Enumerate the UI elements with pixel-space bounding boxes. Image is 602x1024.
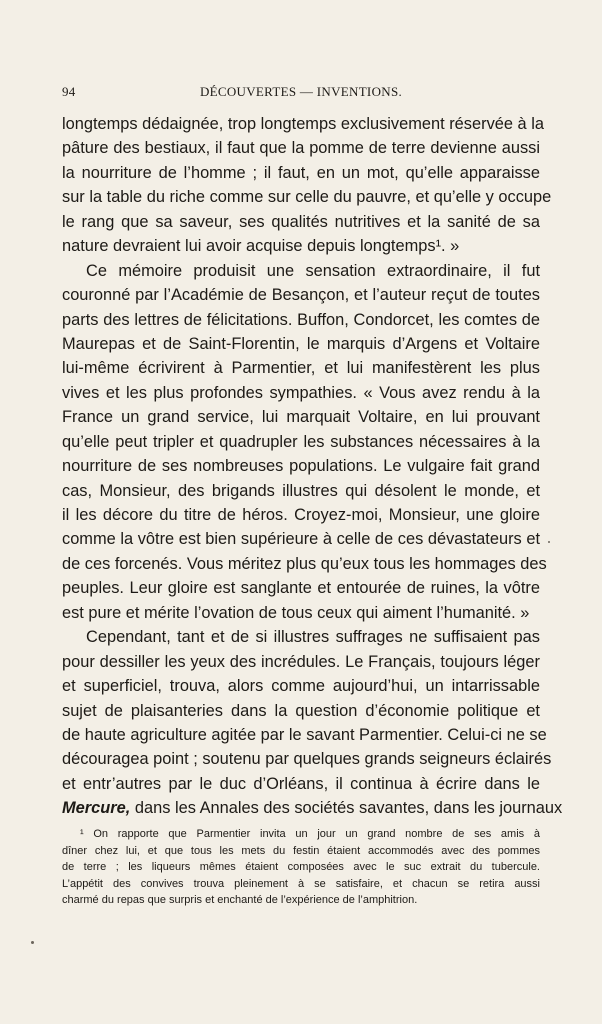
page-header [62, 84, 540, 104]
text-line: Cependant, tant et de si illustres suffrages ne suffisaient pas [86, 628, 540, 647]
text-line: sur la table du riche comme sur celle du pauvre, et qu’elle y occupe [62, 188, 552, 207]
text-line-last [62, 796, 563, 820]
text-line: le rang que sa saveur, ses qualités nutritives et la sanité de sa [62, 212, 540, 231]
text-line: et entr’autres par le duc d’Orléans, il continua à écrire dans le [62, 774, 540, 793]
text-line: de haute agriculture agitée par le savant Parmentier. Celui-ci ne se [62, 725, 547, 744]
text-line: parts des lettres de félicitations. Buffon, Condorcet, les comtes de [62, 310, 540, 329]
text-line-rest: dans les Annales des sociétés savantes, dans les journaux [130, 799, 563, 818]
paper-speck [31, 941, 34, 944]
text-line: pour dessiller les yeux des incrédules. Le Français, toujours léger [62, 652, 540, 671]
footnote-line: ¹ On rapporte que Parmentier invita un jour un grand nombre de ses amis à [80, 828, 540, 840]
text-line: vives et les plus profondes sympathies. « Vous avez rendu à la [62, 383, 540, 402]
footnote [62, 826, 540, 909]
text-line: lui-même écrivirent à Parmentier, et lui manifestèrent les plus [62, 359, 540, 378]
text-line: pâture des bestiaux, il faut que la pomme de terre devienne aussi [62, 139, 540, 158]
text-line: qu’elle peut tripler et quadrupler les substances nécessaires à la [62, 432, 540, 451]
footnote-line: de terre ; les liqueurs mêmes étaient composées avec le suc extrait du tubercule. [62, 861, 540, 874]
text-line: découragea point ; soutenu par quelques grands seigneurs éclairés [62, 750, 552, 769]
text-line: couronné par l’Académie de Besançon, et l’auteur reçut de toutes [62, 286, 540, 305]
footnote-line: charmé du repas que surpris et enchanté de l’expérience de l’amphitrion. [62, 894, 418, 907]
text-line: nature devraient lui avoir acquise depuis longtemps¹. » [62, 237, 460, 256]
text-line: il les décore du titre de héros. Croyez-moi, Monsieur, une gloire [62, 506, 540, 524]
text-line: longtemps dédaignée, trop longtemps exclusivement réservée à la [62, 115, 544, 133]
text-line: de ces forcenés. Vous méritez plus qu’eux tous les hommages des [62, 554, 547, 573]
body-text [62, 112, 563, 821]
text-line: la nourriture de l’homme ; il faut, en un mot, qu’elle apparaisse [62, 163, 540, 182]
text-line: comme la vôtre est bien supérieure à celle de ces dévastateurs et [62, 530, 540, 549]
text-line: nourriture de ses nombreuses populations. Le vulgaire fait grand [62, 457, 540, 476]
text-line: Ce mémoire produisit une sensation extraordinaire, il fut [86, 261, 540, 280]
italic-journal-title: Mercure, [62, 799, 131, 818]
text-line: France un grand service, lui marquait Voltaire, en lui prouvant [62, 408, 540, 427]
text-line: cas, Monsieur, des brigands illustres qui désolent le monde, et [62, 481, 540, 500]
text-line: est pure et mérite l’ovation de tous ceux qui aiment l’humanité. » [62, 603, 530, 622]
paper-speck [548, 541, 550, 543]
footnote-line: dîner chez lui, et que tous les mets du festin étaient accommodés avec des pommes [62, 844, 540, 857]
text-line: Maurepas et de Saint-Florentin, le marquis d’Argens et Voltaire [62, 334, 540, 353]
text-line: sujet de plaisanteries dans la question d’économie politique et [62, 701, 540, 720]
running-title: DÉCOUVERTES — INVENTIONS. [199, 84, 403, 99]
page-number: 94 [62, 84, 76, 99]
text-line: et superficiel, trouva, alors comme aujourd’hui, un intarrissable [62, 677, 540, 696]
footnote-line: L’appétit des convives trouva pleinement à se satisfaire, et chacun se retira aussi [62, 877, 540, 890]
text-line: peuples. Leur gloire est sanglante et entourée de ruines, la vôtre [62, 579, 540, 598]
